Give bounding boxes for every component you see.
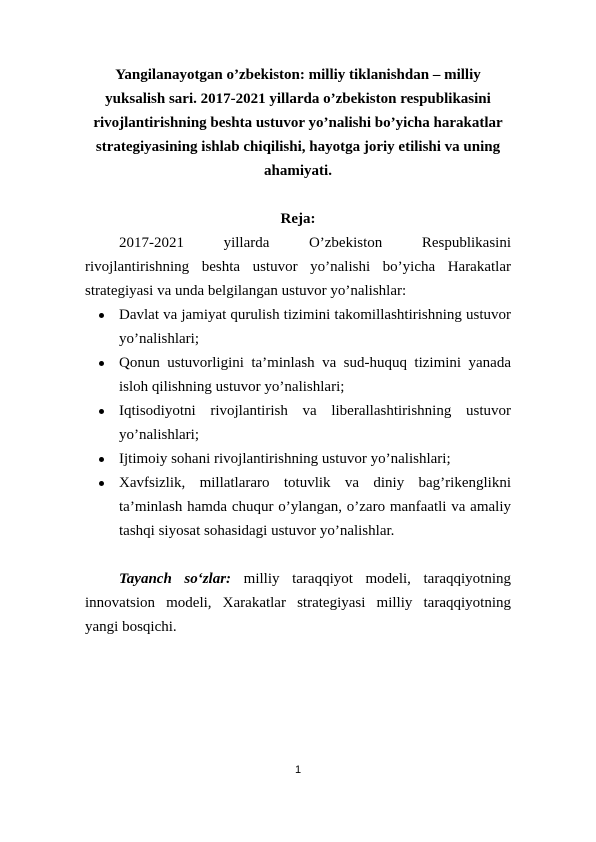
document-page [85, 63, 511, 639]
bullet-icon [99, 481, 104, 486]
list-item-text: Qonun ustuvorligini ta’minlash va sud-huquq tizimini yanada isloh qilishning ustuvor yo’nalishlari; [119, 355, 511, 395]
list-item-text: Davlat va jamiyat qurulish tizimini takomillashtirishning ustuvor yo’nalishlari; [119, 307, 511, 347]
list-item-text: Iqtisodiyotni rivojlantirish va liberallashtirishning ustuvor yo’nalishlari; [119, 403, 511, 443]
document-title: Yangilanayotgan o’zbekiston: milliy tiklanishdan – milliy yuksalish sari. 2017-2021 yillarda o’zbekiston respublikasini rivojlantirishning beshta ustuvor yo’nalishi bo’yicha harakatlar strategiyasining ishlab chiqilishi, hayotga joriy etilishi va uning ahamiyati. [93, 67, 503, 179]
keywords-paragraph [85, 567, 511, 639]
plan-heading: Reja: [280, 211, 316, 227]
list-item-text: Xavfsizlik, millatlararo totuvlik va diniy bag’rikenglikni ta’minlash hamda chuqur o’ylangan, o’zaro manfaatli va amaliy tashqi siyosat sohasidagi ustuvor yo’nalishlar. [119, 475, 511, 539]
keywords-text: milliy taraqqiyot modeli, taraqqiyotning innovatsion modeli, Xarakatlar strategiyasi milliy taraqqiyotning yangi bosqichi. [85, 571, 511, 635]
bullet-icon [99, 361, 104, 366]
keywords-label: Tayanch so‘zlar: [119, 571, 232, 587]
intro-paragraph: 2017-2021 yillarda O’zbekiston Respublikasini rivojlantirishning beshta ustuvor yo’nalishi bo’yicha Harakatlar strategiyasi va unda belgilangan ustuvor yo’nalishlar: [85, 235, 511, 299]
list-item [85, 399, 511, 447]
bullet-icon [99, 409, 104, 414]
bullet-icon [99, 457, 104, 462]
list-item [85, 447, 511, 471]
list-item [85, 303, 511, 351]
priority-list [85, 303, 511, 543]
list-item [85, 471, 511, 543]
bullet-icon [99, 313, 104, 318]
list-item-text: Ijtimoiy sohani rivojlantirishning ustuvor yo’nalishlari; [119, 451, 451, 467]
page-number: 1 [294, 764, 302, 776]
list-item [85, 351, 511, 399]
